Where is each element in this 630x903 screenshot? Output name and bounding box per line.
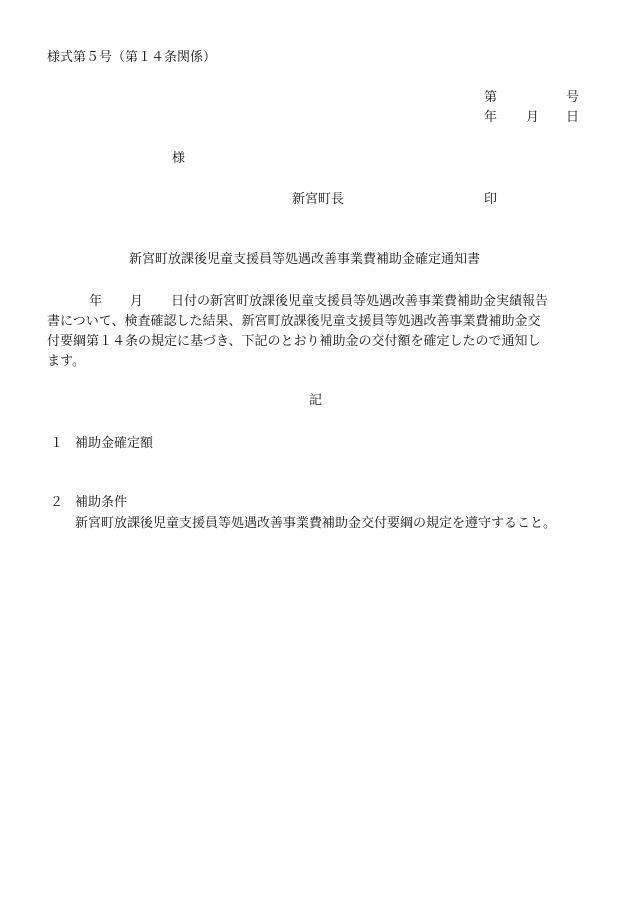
addressee-honorific: 様 xyxy=(172,151,186,166)
body-line-2: 書について、検査確認した結果、新宮町放課後児童支援員等処遇改善事業費補助金交 xyxy=(47,314,541,329)
item-label-conditions: 補助条件 xyxy=(75,495,128,510)
body-paragraph xyxy=(47,292,592,372)
body-month-label: 月 xyxy=(130,294,144,309)
item-label-confirmed-amount: 補助金確定額 xyxy=(75,436,154,451)
body-line-1 xyxy=(47,292,592,312)
sender-name: 新宮町長 xyxy=(292,192,345,207)
date-month-label: 月 xyxy=(526,110,540,125)
ki-heading: 記 xyxy=(309,393,323,408)
form-number: 様式第５号（第１４条関係） xyxy=(47,50,217,65)
item-detail-conditions: 新宮町放課後児童支援員等処遇改善事業費補助金交付要綱の規定を遵守すること。 xyxy=(75,516,557,531)
item-number: ２ xyxy=(50,495,64,510)
item-number: １ xyxy=(50,436,64,451)
seal-mark: 印 xyxy=(484,192,498,207)
body-line-1-text: 日付の新宮町放課後児童支援員等処遇改善事業費補助金実績報告 xyxy=(171,294,549,309)
doc-number-prefix: 第 xyxy=(484,90,498,105)
document-title: 新宮町放課後児童支援員等処遇改善事業費補助金確定通知書 xyxy=(129,252,481,267)
body-year-label: 年 xyxy=(89,294,103,309)
doc-number-suffix: 号 xyxy=(566,90,580,105)
body-line-4: ます。 xyxy=(47,354,85,369)
date-year-label: 年 xyxy=(484,110,498,125)
body-line-3: 付要綱第１４条の規定に基づき、下記のとおり補助金の交付額を確定したので通知し xyxy=(47,334,541,349)
date-day-label: 日 xyxy=(566,110,580,125)
